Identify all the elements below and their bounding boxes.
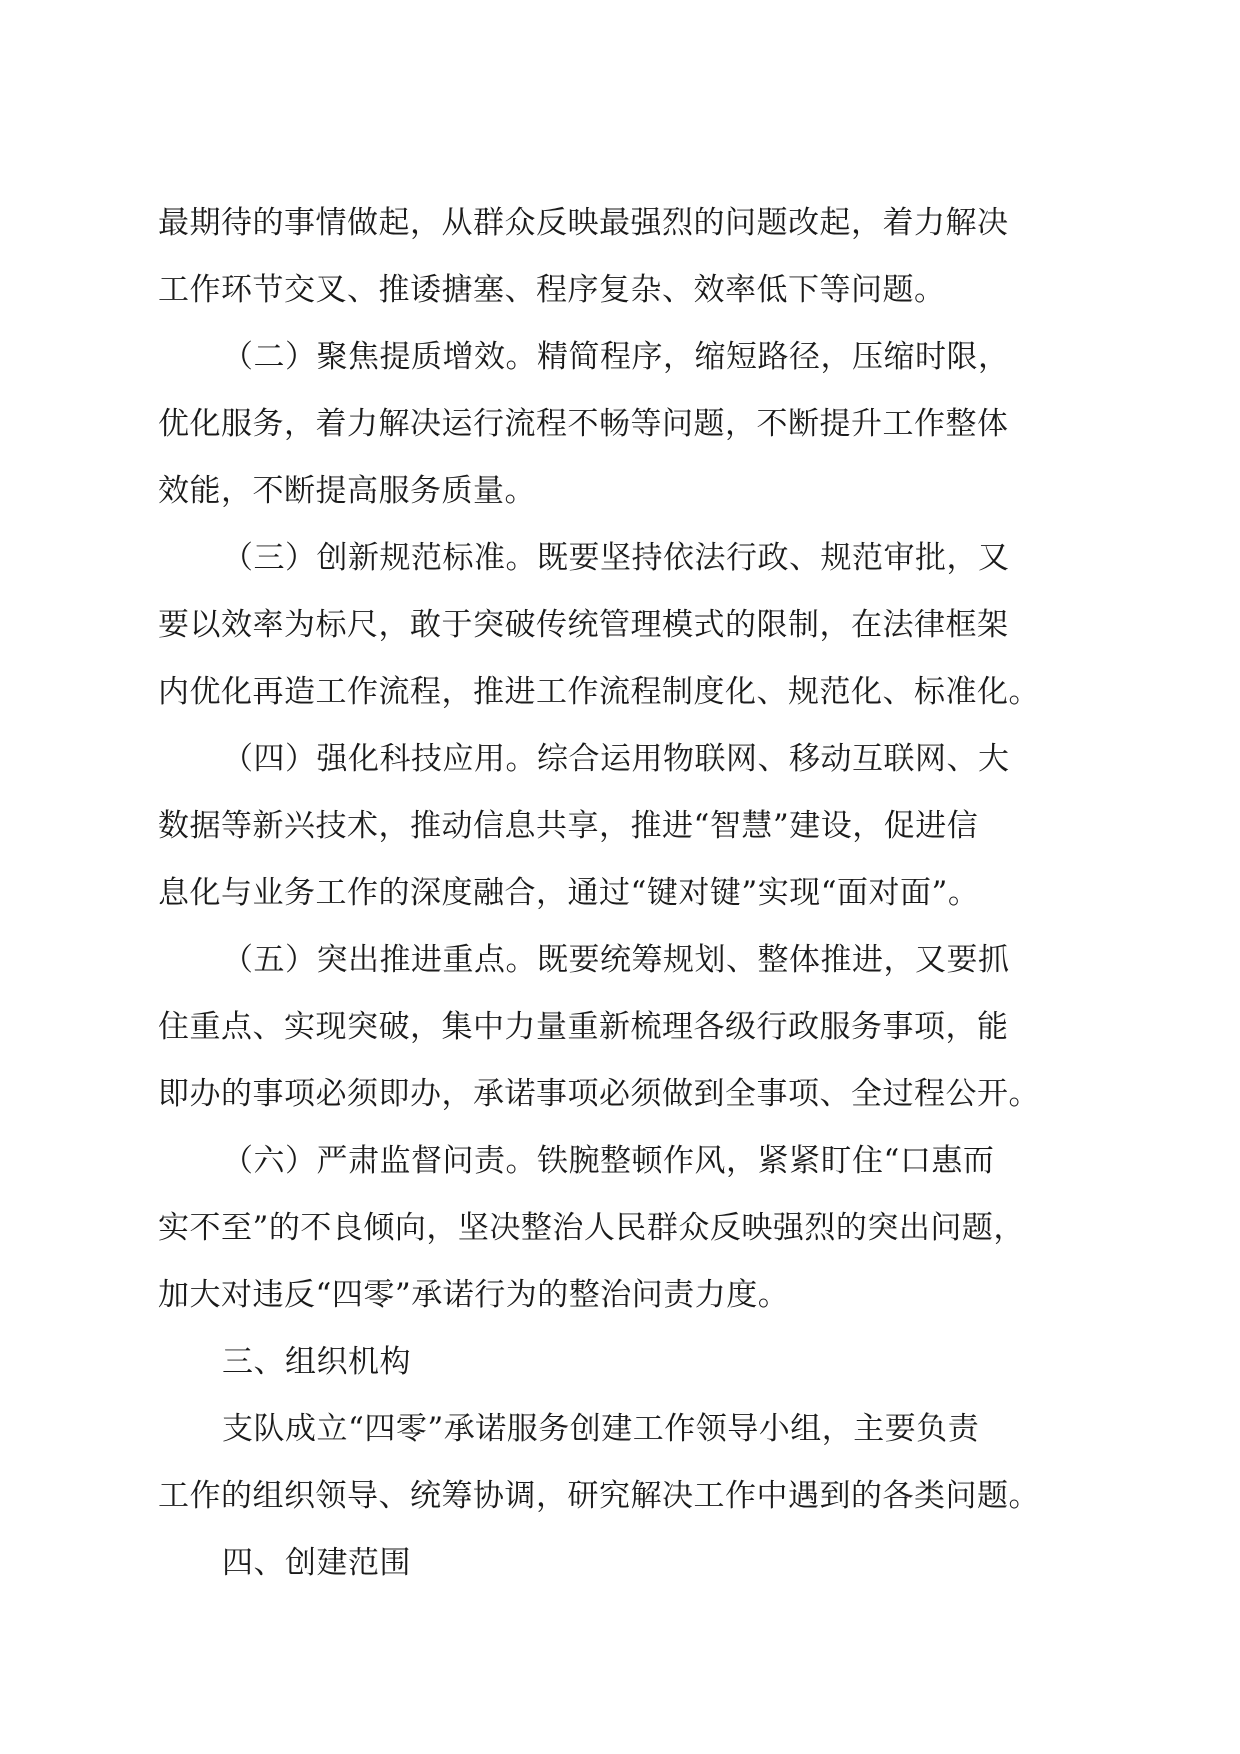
text-line: 工作的组织领导、统筹协调，研究解决工作中遇到的各类问题。 <box>158 1478 1040 1514</box>
text-line: 支队成立“四零”承诺服务创建工作领导小组，主要负责 <box>222 1411 980 1447</box>
text-line: 工作环节交叉、推诿搪塞、程序复杂、效率低下等问题。 <box>158 272 946 308</box>
section-6-heading-line: （六）严肃监督问责。铁腕整顿作风，紧紧盯住“口惠而 <box>222 1143 995 1179</box>
section-3-heading-line: （三）创新规范标准。既要坚持依法行政、规范审批，又 <box>222 540 1010 576</box>
document-body <box>158 190 1084 1597</box>
text-line: 效能，不断提高服务质量。 <box>158 473 536 509</box>
section-2-heading-line: （二）聚焦提质增效。精简程序，缩短路径，压缩时限， <box>222 339 1010 375</box>
text-line: 实不至”的不良倾向，坚决整治人民群众反映强烈的突出问题， <box>158 1210 1025 1246</box>
section-5-heading-line: （五）突出推进重点。既要统筹规划、整体推进，又要抓 <box>222 942 1010 978</box>
text-line: 优化服务，着力解决运行流程不畅等问题，不断提升工作整体 <box>158 406 1009 442</box>
text-line: 住重点、实现突破，集中力量重新梳理各级行政服务事项，能 <box>158 1009 1009 1045</box>
section-4-heading-line: （四）强化科技应用。综合运用物联网、移动互联网、大 <box>222 741 1010 777</box>
text-line: 加大对违反“四零”承诺行为的整治问责力度。 <box>158 1277 790 1313</box>
text-line: 息化与业务工作的深度融合，通过“键对键”实现“面对面”。 <box>158 875 980 911</box>
text-line: 即办的事项必须即办，承诺事项必须做到全事项、全过程公开。 <box>158 1076 1040 1112</box>
chapter-4-heading: 四、创建范围 <box>222 1545 411 1581</box>
chapter-3-heading: 三、组织机构 <box>222 1344 411 1380</box>
text-line: 要以效率为标尺，敢于突破传统管理模式的限制，在法律框架 <box>158 607 1009 643</box>
text-line: 最期待的事情做起，从群众反映最强烈的问题改起，着力解决 <box>158 205 1009 241</box>
text-line: 数据等新兴技术，推动信息共享，推进“智慧”建设，促进信 <box>158 808 979 844</box>
text-line: 内优化再造工作流程，推进工作流程制度化、规范化、标准化。 <box>158 674 1040 710</box>
